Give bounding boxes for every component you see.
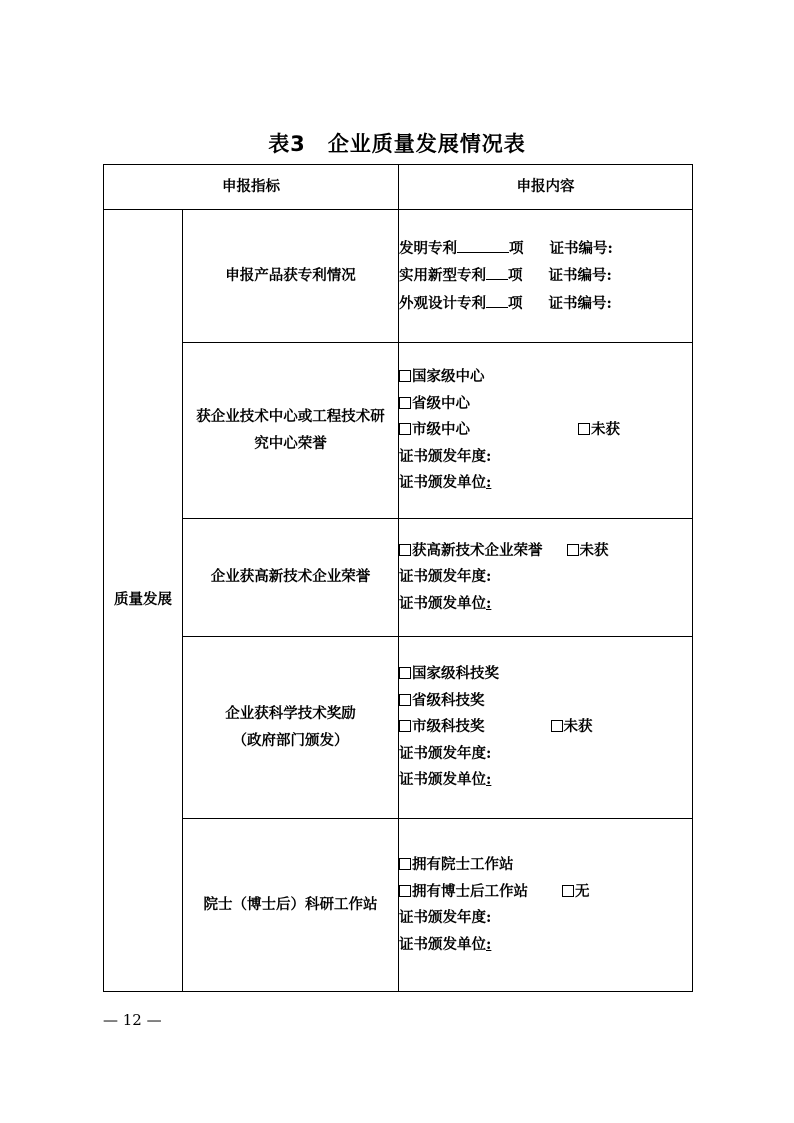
- cert-year-label: 证书颁发年度:: [399, 909, 492, 926]
- design-count-field[interactable]: [486, 290, 508, 308]
- table-row: [104, 637, 693, 819]
- utility-patent-line: 实用新型专利 项 证书编号:: [399, 262, 692, 290]
- invention-patent-line: 发明专利 项 证书编号:: [399, 235, 692, 263]
- table-name: 企业质量发展情况表: [327, 132, 526, 156]
- header-row: [104, 165, 693, 210]
- content-workstation: 拥有院士工作站 拥有博士后工作站 无 证书颁发年度: 证书颁发单位:: [399, 819, 693, 992]
- checkbox-postdoc-station[interactable]: [399, 885, 411, 897]
- indicator-patent: 申报产品获专利情况: [183, 210, 399, 343]
- content-sci-award: 国家级科技奖 省级科技奖 市级科技奖 未获 证书颁发年度: 证书颁发单位:: [399, 637, 693, 819]
- page-number: — 12 —: [103, 1011, 162, 1029]
- header-content: 申报内容: [399, 165, 693, 210]
- cert-year-label: 证书颁发年度:: [399, 447, 492, 465]
- header-indicator: 申报指标: [104, 165, 399, 210]
- cert-year-label: 证书颁发年度:: [399, 568, 492, 586]
- utility-count-field[interactable]: [486, 262, 508, 280]
- indicator-hitech: 企业获高新技术企业荣誉: [183, 519, 399, 637]
- checkbox-national-center[interactable]: [399, 370, 411, 382]
- checkbox-award-none[interactable]: [551, 720, 563, 732]
- checkbox-city-center[interactable]: [399, 423, 411, 435]
- indicator-sci-award: 企业获科学技术奖励 （政府部门颁发）: [183, 637, 399, 819]
- cert-unit-label: 证书颁发单位: [399, 594, 486, 612]
- cert-year-label: 证书颁发年度:: [399, 744, 492, 762]
- checkbox-hitech-none[interactable]: [567, 544, 579, 556]
- table-row: [104, 210, 693, 343]
- checkbox-center-none[interactable]: [578, 423, 590, 435]
- cert-unit-label: 证书颁发单位: [399, 935, 486, 953]
- table-row: [104, 519, 693, 637]
- indicator-workstation: 院士（博士后）科研工作站: [183, 819, 399, 992]
- table-number: 表3: [268, 132, 306, 156]
- content-patent: [399, 210, 693, 343]
- invention-count-field[interactable]: [457, 235, 509, 253]
- checkbox-provincial-award[interactable]: [399, 694, 411, 706]
- table-row: [104, 819, 693, 992]
- cert-unit-label: 证书颁发单位: [399, 771, 486, 789]
- content-tech-center: 国家级中心 省级中心 市级中心 未获 证书颁发年度: 证书颁发单位:: [399, 343, 693, 519]
- content-hitech: 获高新技术企业荣誉 未获 证书颁发年度: 证书颁发单位:: [399, 519, 693, 637]
- table-row: [104, 343, 693, 519]
- checkbox-provincial-center[interactable]: [399, 397, 411, 409]
- checkbox-city-award[interactable]: [399, 720, 411, 732]
- checkbox-national-award[interactable]: [399, 667, 411, 679]
- table-title: [0, 128, 794, 158]
- cert-unit-label: 证书颁发单位: [399, 474, 486, 492]
- indicator-tech-center: 获企业技术中心或工程技术研 究中心荣誉: [183, 343, 399, 519]
- checkbox-hitech-yes[interactable]: [399, 544, 411, 556]
- quality-development-table: [103, 164, 693, 992]
- checkbox-academician-station[interactable]: [399, 858, 411, 870]
- design-patent-line: 外观设计专利 项 证书编号:: [399, 290, 692, 318]
- category-cell: 质量发展: [104, 210, 183, 992]
- checkbox-station-none[interactable]: [562, 885, 574, 897]
